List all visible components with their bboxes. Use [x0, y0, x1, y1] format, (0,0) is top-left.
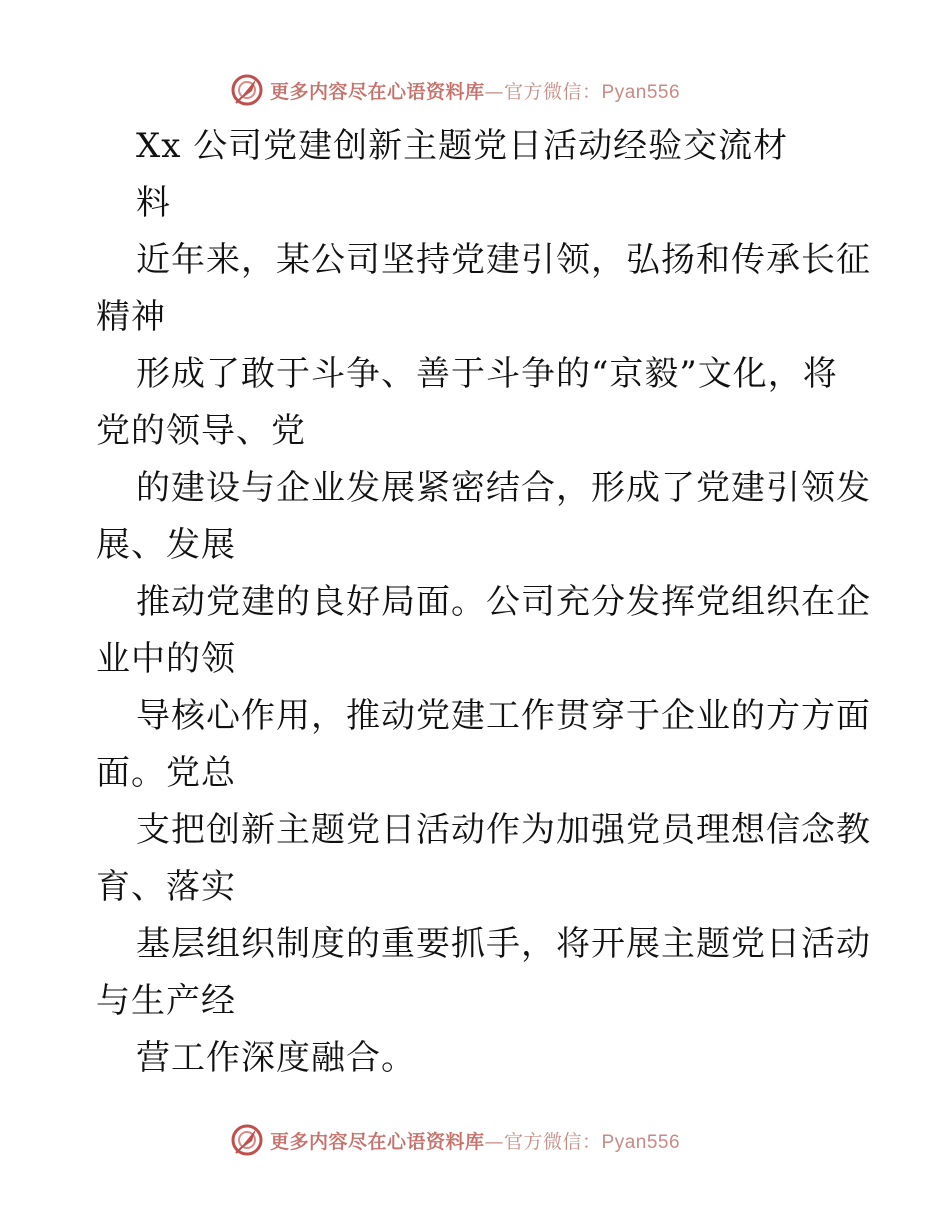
header-dash: —	[484, 80, 505, 103]
footer-dash: —	[484, 1130, 505, 1153]
paragraph-line: 精神	[96, 297, 166, 337]
header-brand-text: 更多内容尽在心语资料库	[270, 80, 485, 103]
paragraph-line: 形成了敢于斗争、善于斗争的“京毅”文化，将	[136, 354, 838, 394]
document-body	[96, 118, 871, 1087]
paragraph-line: 近年来，某公司坚持党建引领，弘扬和传承长征	[136, 240, 871, 280]
header-official-text: 官方微信：	[504, 80, 602, 103]
paragraph-line: 面。党总	[96, 753, 236, 793]
footer-brand-text: 更多内容尽在心语资料库	[270, 1130, 485, 1153]
footer-banner	[230, 1120, 720, 1160]
footer-official-text: 官方微信：	[504, 1130, 602, 1153]
paragraph-line: 导核心作用，推动党建工作贯穿于企业的方方面	[136, 696, 871, 736]
paragraph-line: 党的领导、党	[96, 411, 306, 451]
paragraph-line: 推动党建的良好局面。公司充分发挥党组织在企	[136, 582, 871, 622]
paragraph-line: 的建设与企业发展紧密结合，形成了党建引领发	[136, 468, 871, 508]
paragraph-line: 与生产经	[96, 981, 236, 1021]
header-wechat-id: Pyan556	[601, 81, 681, 103]
paragraph-line: 支把创新主题党日活动作为加强党员理想信念教	[136, 810, 871, 850]
footer-wechat-id: Pyan556	[601, 1131, 681, 1153]
paragraph-line: 育、落实	[96, 867, 236, 907]
quill-logo-icon	[230, 73, 264, 107]
quill-logo-icon	[230, 1123, 264, 1157]
paragraph-line: 基层组织制度的重要抓手，将开展主题党日活动	[136, 924, 871, 964]
document-title-line-2: 料	[136, 183, 171, 223]
header-banner	[230, 70, 720, 110]
paragraph-line: 业中的领	[96, 639, 236, 679]
paragraph-line: 展、发展	[96, 525, 236, 565]
paragraph-line: 营工作深度融合。	[136, 1038, 416, 1078]
document-title-line-1: Xx 公司党建创新主题党日活动经验交流材	[136, 126, 789, 166]
